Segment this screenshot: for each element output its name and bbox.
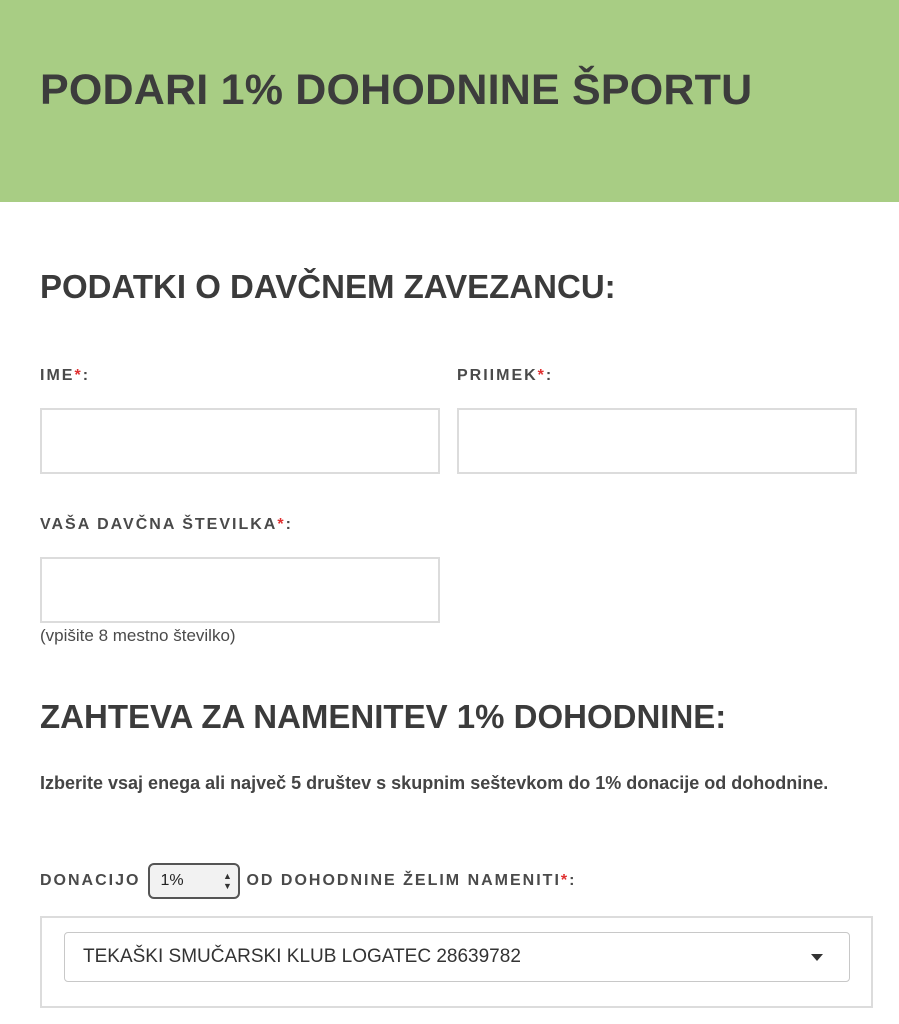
last-name-label-suffix: : bbox=[545, 367, 554, 384]
first-name-input[interactable] bbox=[40, 408, 440, 474]
tax-number-hint: (vpišite 8 mestno številko) bbox=[40, 626, 236, 645]
header-banner bbox=[0, 0, 899, 202]
donation-intro-text: Izberite vsaj enega ali največ 5 društev s skupnim seštevkom do 1% donacije od dohodnine. bbox=[40, 773, 829, 793]
club-select-value: TEKAŠKI SMUČARSKI KLUB LOGATEC 28639782 bbox=[83, 946, 521, 967]
donation-label-after bbox=[246, 872, 576, 890]
caret-down-icon bbox=[811, 954, 823, 961]
last-name-required-mark: * bbox=[537, 367, 546, 384]
first-name-label-text: IME bbox=[40, 367, 75, 384]
donation-percent-row bbox=[40, 862, 576, 900]
last-name-label-text: PRIIMEK bbox=[457, 367, 538, 384]
up-down-arrows-icon: ▲ ▼ bbox=[222, 871, 232, 891]
donation-label-suffix: : bbox=[569, 872, 577, 889]
tax-number-label-text: VAŠA DAVČNA ŠTEVILKA bbox=[40, 516, 278, 533]
donation-section-title: ZAHTEVA ZA NAMENITEV 1% DOHODNINE: bbox=[40, 698, 727, 735]
club-selection-box bbox=[40, 916, 873, 1008]
first-name-label bbox=[40, 367, 90, 385]
tax-number-input[interactable] bbox=[40, 557, 440, 623]
last-name-input[interactable] bbox=[457, 408, 857, 474]
donation-label-before: DONACIJO bbox=[40, 872, 141, 889]
club-select[interactable] bbox=[64, 932, 850, 982]
tax-number-required-mark: * bbox=[277, 516, 286, 533]
donation-percent-value: 1% bbox=[160, 872, 184, 889]
page-title: PODARI 1% DOHODNINE ŠPORTU bbox=[40, 66, 753, 114]
donation-label-after-text: OD DOHODNINE ŽELIM NAMENITI bbox=[246, 872, 561, 889]
donation-required-mark: * bbox=[560, 872, 570, 889]
first-name-required-mark: * bbox=[74, 367, 83, 384]
donation-percent-select[interactable] bbox=[148, 863, 240, 899]
tax-number-label bbox=[40, 516, 293, 534]
first-name-label-suffix: : bbox=[82, 367, 91, 384]
taxpayer-section-title: PODATKI O DAVČNEM ZAVEZANCU: bbox=[40, 268, 616, 305]
last-name-label bbox=[457, 367, 553, 385]
tax-number-label-suffix: : bbox=[285, 516, 293, 533]
